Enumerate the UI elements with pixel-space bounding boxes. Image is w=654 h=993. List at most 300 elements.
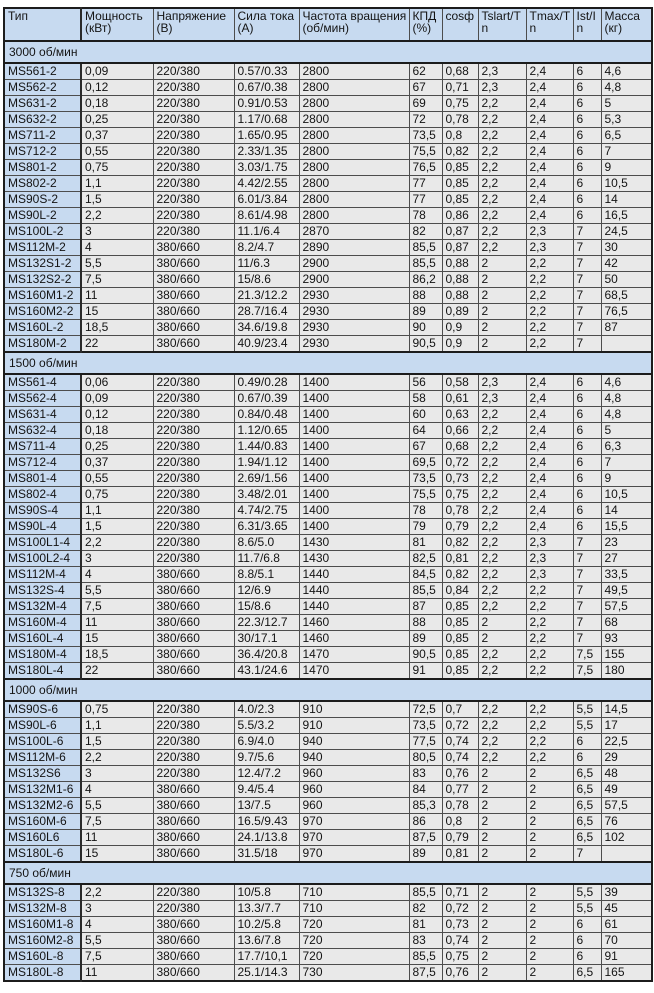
cell-power: 15 — [81, 846, 153, 863]
cell-speed: 940 — [299, 750, 409, 766]
cell-current: 1.94/1.12 — [234, 455, 299, 471]
table-row — [4, 288, 652, 304]
cell-efficiency: 88 — [409, 288, 442, 304]
cell-ist-in: 5,5 — [573, 901, 601, 917]
cell-type: MS100L1-4 — [4, 535, 81, 551]
cell-tstart-tn: 2,2 — [478, 208, 526, 224]
cell-mass: 7 — [601, 455, 652, 471]
cell-mass: 4,6 — [601, 374, 652, 391]
cell-voltage: 220/380 — [153, 503, 234, 519]
cell-voltage: 220/380 — [153, 192, 234, 208]
cell-current: 34.6/19.8 — [234, 320, 299, 336]
column-header-efficiency: КПД (%) — [409, 8, 442, 41]
cell-power: 7,5 — [81, 814, 153, 830]
cell-current: 40.9/23.4 — [234, 336, 299, 353]
cell-efficiency: 77 — [409, 192, 442, 208]
cell-mass: 4,6 — [601, 63, 652, 80]
cell-efficiency: 69 — [409, 96, 442, 112]
cell-ist-in: 7 — [573, 336, 601, 353]
cell-cos-phi: 0,85 — [442, 192, 478, 208]
cell-efficiency: 83 — [409, 933, 442, 949]
cell-tstart-tn: 2 — [478, 917, 526, 933]
cell-type: MS132S-4 — [4, 583, 81, 599]
cell-voltage: 380/660 — [153, 320, 234, 336]
table-row — [4, 535, 652, 551]
cell-mass: 5,3 — [601, 112, 652, 128]
cell-tstart-tn: 2 — [478, 304, 526, 320]
cell-speed: 1400 — [299, 439, 409, 455]
cell-type: MS160M-6 — [4, 814, 81, 830]
cell-power: 2,2 — [81, 884, 153, 901]
column-header-voltage: Напряжение (В) — [153, 8, 234, 41]
cell-tstart-tn: 2,2 — [478, 551, 526, 567]
cell-cos-phi: 0,89 — [442, 304, 478, 320]
cell-power: 1,5 — [81, 192, 153, 208]
cell-mass — [601, 336, 652, 353]
cell-type: MS90L-2 — [4, 208, 81, 224]
cell-tmax-tn: 2,2 — [526, 631, 573, 647]
cell-power: 0,25 — [81, 112, 153, 128]
table-row — [4, 663, 652, 680]
cell-speed: 1440 — [299, 599, 409, 615]
cell-speed: 1400 — [299, 519, 409, 535]
cell-tstart-tn: 2,2 — [478, 439, 526, 455]
table-row — [4, 208, 652, 224]
cell-ist-in: 7 — [573, 224, 601, 240]
cell-tstart-tn: 2,2 — [478, 455, 526, 471]
cell-efficiency: 73,5 — [409, 471, 442, 487]
cell-ist-in: 6,5 — [573, 798, 601, 814]
cell-type: MS180M-4 — [4, 647, 81, 663]
cell-tstart-tn: 2,2 — [478, 192, 526, 208]
cell-type: MS90S-6 — [4, 701, 81, 718]
cell-type: MS100L-2 — [4, 224, 81, 240]
cell-tmax-tn: 2,2 — [526, 647, 573, 663]
cell-cos-phi: 0,78 — [442, 798, 478, 814]
cell-cos-phi: 0,85 — [442, 631, 478, 647]
cell-ist-in: 6,5 — [573, 830, 601, 846]
cell-ist-in: 6,5 — [573, 814, 601, 830]
cell-tstart-tn: 2,2 — [478, 599, 526, 615]
cell-type: MS100L-6 — [4, 734, 81, 750]
cell-speed: 2930 — [299, 288, 409, 304]
cell-cos-phi: 0,72 — [442, 455, 478, 471]
cell-power: 4 — [81, 917, 153, 933]
cell-speed: 2900 — [299, 272, 409, 288]
cell-current: 9.7/5.6 — [234, 750, 299, 766]
cell-cos-phi: 0,9 — [442, 320, 478, 336]
cell-tstart-tn: 2 — [478, 933, 526, 949]
cell-current: 3.48/2.01 — [234, 487, 299, 503]
cell-tstart-tn: 2,2 — [478, 407, 526, 423]
cell-tstart-tn: 2,2 — [478, 718, 526, 734]
cell-current: 1.17/0.68 — [234, 112, 299, 128]
cell-voltage: 220/380 — [153, 535, 234, 551]
cell-tmax-tn: 2 — [526, 766, 573, 782]
cell-tstart-tn: 2,2 — [478, 487, 526, 503]
cell-efficiency: 89 — [409, 631, 442, 647]
cell-voltage: 220/380 — [153, 718, 234, 734]
table-row — [4, 551, 652, 567]
table-row — [4, 782, 652, 798]
cell-voltage: 380/660 — [153, 240, 234, 256]
cell-mass: 14 — [601, 192, 652, 208]
cell-efficiency: 80,5 — [409, 750, 442, 766]
cell-efficiency: 78 — [409, 208, 442, 224]
cell-current: 10/5.8 — [234, 884, 299, 901]
cell-power: 5,5 — [81, 583, 153, 599]
column-header-mass: Масса (кг) — [601, 8, 652, 41]
cell-power: 7,5 — [81, 599, 153, 615]
cell-current: 17.7/10,1 — [234, 949, 299, 965]
cell-mass: 93 — [601, 631, 652, 647]
cell-current: 25.1/14.3 — [234, 965, 299, 982]
cell-tstart-tn: 2,2 — [478, 471, 526, 487]
cell-efficiency: 83 — [409, 766, 442, 782]
cell-cos-phi: 0,76 — [442, 766, 478, 782]
table-row — [4, 224, 652, 240]
cell-ist-in: 7 — [573, 272, 601, 288]
cell-cos-phi: 0,81 — [442, 846, 478, 863]
cell-voltage: 380/660 — [153, 663, 234, 680]
cell-speed: 2800 — [299, 192, 409, 208]
cell-speed: 960 — [299, 782, 409, 798]
cell-current: 22.3/12.7 — [234, 615, 299, 631]
cell-tstart-tn: 2 — [478, 965, 526, 982]
column-header-cos-phi: cosф — [442, 8, 478, 41]
cell-cos-phi: 0,73 — [442, 471, 478, 487]
cell-efficiency: 85,5 — [409, 240, 442, 256]
cell-ist-in: 5,5 — [573, 718, 601, 734]
cell-efficiency: 76,5 — [409, 160, 442, 176]
cell-mass: 76 — [601, 814, 652, 830]
cell-efficiency: 77,5 — [409, 734, 442, 750]
cell-type: MS711-2 — [4, 128, 81, 144]
cell-speed: 1400 — [299, 407, 409, 423]
cell-mass: 9 — [601, 160, 652, 176]
cell-tstart-tn: 2,2 — [478, 128, 526, 144]
cell-voltage: 220/380 — [153, 750, 234, 766]
cell-cos-phi: 0,82 — [442, 535, 478, 551]
cell-efficiency: 87,5 — [409, 830, 442, 846]
cell-voltage: 380/660 — [153, 782, 234, 798]
cell-current: 8.6/5.0 — [234, 535, 299, 551]
cell-type: MS160L-4 — [4, 631, 81, 647]
cell-efficiency: 67 — [409, 439, 442, 455]
cell-mass: 39 — [601, 884, 652, 901]
cell-cos-phi: 0,63 — [442, 407, 478, 423]
cell-voltage: 220/380 — [153, 407, 234, 423]
cell-current: 0.84/0.48 — [234, 407, 299, 423]
cell-current: 8.8/5.1 — [234, 567, 299, 583]
cell-tmax-tn: 2 — [526, 933, 573, 949]
cell-tmax-tn: 2,4 — [526, 144, 573, 160]
cell-tmax-tn: 2,2 — [526, 750, 573, 766]
cell-voltage: 220/380 — [153, 734, 234, 750]
cell-tmax-tn: 2,4 — [526, 503, 573, 519]
cell-cos-phi: 0,9 — [442, 336, 478, 353]
cell-mass: 91 — [601, 949, 652, 965]
cell-cos-phi: 0,86 — [442, 208, 478, 224]
cell-tmax-tn: 2,2 — [526, 663, 573, 680]
cell-tmax-tn: 2,4 — [526, 208, 573, 224]
table-row — [4, 798, 652, 814]
table-row — [4, 503, 652, 519]
table-row — [4, 391, 652, 407]
cell-voltage: 220/380 — [153, 128, 234, 144]
cell-cos-phi: 0,82 — [442, 144, 478, 160]
table-row — [4, 176, 652, 192]
cell-tmax-tn: 2,3 — [526, 551, 573, 567]
cell-type: MS631-4 — [4, 407, 81, 423]
cell-current: 6.9/4.0 — [234, 734, 299, 750]
cell-cos-phi: 0,85 — [442, 615, 478, 631]
cell-mass: 9 — [601, 471, 652, 487]
cell-voltage: 220/380 — [153, 391, 234, 407]
cell-cos-phi: 0,78 — [442, 503, 478, 519]
cell-ist-in: 6,5 — [573, 782, 601, 798]
cell-tmax-tn: 2,3 — [526, 567, 573, 583]
table-row — [4, 718, 652, 734]
cell-cos-phi: 0,77 — [442, 782, 478, 798]
cell-cos-phi: 0,8 — [442, 128, 478, 144]
cell-cos-phi: 0,87 — [442, 240, 478, 256]
cell-mass: 24,5 — [601, 224, 652, 240]
cell-voltage: 380/660 — [153, 846, 234, 863]
cell-mass: 102 — [601, 830, 652, 846]
cell-tmax-tn: 2,2 — [526, 718, 573, 734]
cell-cos-phi: 0,61 — [442, 391, 478, 407]
cell-type: MS632-2 — [4, 112, 81, 128]
cell-ist-in: 6 — [573, 391, 601, 407]
table-row — [4, 830, 652, 846]
cell-power: 1,5 — [81, 519, 153, 535]
cell-power: 3 — [81, 224, 153, 240]
cell-cos-phi: 0,79 — [442, 519, 478, 535]
cell-ist-in: 6 — [573, 487, 601, 503]
cell-speed: 2800 — [299, 96, 409, 112]
cell-cos-phi: 0,74 — [442, 734, 478, 750]
cell-voltage: 220/380 — [153, 96, 234, 112]
cell-mass: 5 — [601, 96, 652, 112]
cell-voltage: 220/380 — [153, 455, 234, 471]
cell-mass: 45 — [601, 901, 652, 917]
cell-tmax-tn: 2,2 — [526, 288, 573, 304]
cell-tstart-tn: 2,2 — [478, 701, 526, 718]
cell-tmax-tn: 2,4 — [526, 391, 573, 407]
cell-cos-phi: 0,84 — [442, 583, 478, 599]
cell-current: 2.69/1.56 — [234, 471, 299, 487]
cell-ist-in: 6 — [573, 949, 601, 965]
cell-tstart-tn: 2,2 — [478, 647, 526, 663]
cell-speed: 720 — [299, 949, 409, 965]
cell-efficiency: 77 — [409, 176, 442, 192]
cell-speed: 1460 — [299, 615, 409, 631]
cell-tmax-tn: 2 — [526, 884, 573, 901]
cell-ist-in: 7 — [573, 320, 601, 336]
cell-cos-phi: 0,72 — [442, 901, 478, 917]
cell-cos-phi: 0,75 — [442, 487, 478, 503]
cell-speed: 2800 — [299, 144, 409, 160]
cell-ist-in: 7,5 — [573, 647, 601, 663]
cell-power: 0,25 — [81, 439, 153, 455]
cell-tmax-tn: 2,2 — [526, 599, 573, 615]
cell-cos-phi: 0,68 — [442, 439, 478, 455]
cell-cos-phi: 0,75 — [442, 949, 478, 965]
cell-tmax-tn: 2 — [526, 830, 573, 846]
cell-ist-in: 7,5 — [573, 663, 601, 680]
cell-tmax-tn: 2,2 — [526, 304, 573, 320]
cell-power: 11 — [81, 288, 153, 304]
cell-mass: 4,8 — [601, 391, 652, 407]
cell-type: MS112M-2 — [4, 240, 81, 256]
cell-power: 5,5 — [81, 933, 153, 949]
cell-ist-in: 6 — [573, 503, 601, 519]
cell-ist-in: 7 — [573, 535, 601, 551]
cell-speed: 1460 — [299, 631, 409, 647]
cell-tmax-tn: 2 — [526, 917, 573, 933]
cell-ist-in: 6 — [573, 192, 601, 208]
cell-tstart-tn: 2,2 — [478, 663, 526, 680]
cell-efficiency: 82,5 — [409, 551, 442, 567]
cell-ist-in: 6 — [573, 750, 601, 766]
cell-power: 7,5 — [81, 272, 153, 288]
cell-speed: 970 — [299, 830, 409, 846]
cell-ist-in: 6 — [573, 519, 601, 535]
cell-ist-in: 6 — [573, 128, 601, 144]
cell-power: 15 — [81, 631, 153, 647]
cell-tstart-tn: 2 — [478, 256, 526, 272]
cell-type: MS561-4 — [4, 374, 81, 391]
cell-cos-phi: 0,88 — [442, 288, 478, 304]
cell-mass: 30 — [601, 240, 652, 256]
cell-mass: 16,5 — [601, 208, 652, 224]
cell-voltage: 380/660 — [153, 933, 234, 949]
cell-power: 0,18 — [81, 96, 153, 112]
cell-cos-phi: 0,85 — [442, 663, 478, 680]
cell-ist-in: 7 — [573, 583, 601, 599]
cell-voltage: 220/380 — [153, 519, 234, 535]
cell-power: 0,75 — [81, 701, 153, 718]
cell-voltage: 380/660 — [153, 567, 234, 583]
cell-voltage: 380/660 — [153, 798, 234, 814]
cell-cos-phi: 0,8 — [442, 814, 478, 830]
cell-current: 9.4/5.4 — [234, 782, 299, 798]
table-row — [4, 846, 652, 863]
cell-voltage: 380/660 — [153, 814, 234, 830]
cell-mass: 49 — [601, 782, 652, 798]
column-header-tmax-tn: Tmax/Tn — [526, 8, 573, 41]
table-row — [4, 240, 652, 256]
cell-type: MS90S-2 — [4, 192, 81, 208]
cell-ist-in: 6 — [573, 439, 601, 455]
cell-tmax-tn: 2,4 — [526, 407, 573, 423]
cell-efficiency: 81 — [409, 917, 442, 933]
cell-ist-in: 7 — [573, 615, 601, 631]
cell-mass: 57,5 — [601, 798, 652, 814]
cell-ist-in: 6 — [573, 160, 601, 176]
cell-voltage: 220/380 — [153, 551, 234, 567]
cell-tstart-tn: 2,3 — [478, 374, 526, 391]
cell-mass: 42 — [601, 256, 652, 272]
cell-current: 30/17.1 — [234, 631, 299, 647]
section-title: 1000 об/мин — [4, 679, 652, 701]
cell-tstart-tn: 2,2 — [478, 583, 526, 599]
cell-current: 24.1/13.8 — [234, 830, 299, 846]
cell-voltage: 220/380 — [153, 208, 234, 224]
cell-current: 15/8.6 — [234, 599, 299, 615]
cell-speed: 2800 — [299, 128, 409, 144]
cell-type: MS90S-4 — [4, 503, 81, 519]
cell-tmax-tn: 2 — [526, 901, 573, 917]
cell-tstart-tn: 2 — [478, 336, 526, 353]
cell-current: 13/7.5 — [234, 798, 299, 814]
cell-power: 3 — [81, 901, 153, 917]
cell-cos-phi: 0,78 — [442, 112, 478, 128]
cell-power: 5,5 — [81, 256, 153, 272]
cell-tstart-tn: 2 — [478, 615, 526, 631]
cell-cos-phi: 0,87 — [442, 224, 478, 240]
cell-tstart-tn: 2,2 — [478, 144, 526, 160]
cell-speed: 1470 — [299, 663, 409, 680]
cell-cos-phi: 0,88 — [442, 256, 478, 272]
cell-ist-in: 6 — [573, 917, 601, 933]
cell-cos-phi: 0,7 — [442, 701, 478, 718]
cell-mass: 76,5 — [601, 304, 652, 320]
cell-tstart-tn: 2 — [478, 798, 526, 814]
cell-speed: 730 — [299, 965, 409, 982]
cell-speed: 910 — [299, 718, 409, 734]
cell-efficiency: 60 — [409, 407, 442, 423]
cell-speed: 2930 — [299, 304, 409, 320]
table-row — [4, 567, 652, 583]
cell-current: 16.5/9.43 — [234, 814, 299, 830]
cell-type: MS180L-4 — [4, 663, 81, 680]
cell-power: 2,2 — [81, 750, 153, 766]
cell-voltage: 380/660 — [153, 830, 234, 846]
cell-current: 8.61/4.98 — [234, 208, 299, 224]
cell-speed: 1430 — [299, 551, 409, 567]
cell-mass: 68,5 — [601, 288, 652, 304]
cell-tmax-tn: 2,4 — [526, 471, 573, 487]
cell-current: 15/8.6 — [234, 272, 299, 288]
cell-speed: 970 — [299, 846, 409, 863]
table-row — [4, 901, 652, 917]
cell-power: 22 — [81, 663, 153, 680]
cell-mass: 155 — [601, 647, 652, 663]
cell-mass: 10,5 — [601, 176, 652, 192]
cell-current: 31.5/18 — [234, 846, 299, 863]
cell-type: MS160M1-2 — [4, 288, 81, 304]
cell-cos-phi: 0,74 — [442, 750, 478, 766]
column-header-current: Сила тока (А) — [234, 8, 299, 41]
cell-tstart-tn: 2,2 — [478, 240, 526, 256]
cell-voltage: 380/660 — [153, 615, 234, 631]
cell-tmax-tn: 2,4 — [526, 80, 573, 96]
cell-speed: 2890 — [299, 240, 409, 256]
table-row — [4, 917, 652, 933]
cell-power: 0,75 — [81, 160, 153, 176]
cell-mass: 27 — [601, 551, 652, 567]
cell-tmax-tn: 2,4 — [526, 128, 573, 144]
cell-ist-in: 6,5 — [573, 965, 601, 982]
cell-tmax-tn: 2,2 — [526, 734, 573, 750]
cell-cos-phi: 0,85 — [442, 160, 478, 176]
cell-tstart-tn: 2 — [478, 631, 526, 647]
table-row — [4, 615, 652, 631]
cell-speed: 960 — [299, 766, 409, 782]
cell-type: MS160L6 — [4, 830, 81, 846]
